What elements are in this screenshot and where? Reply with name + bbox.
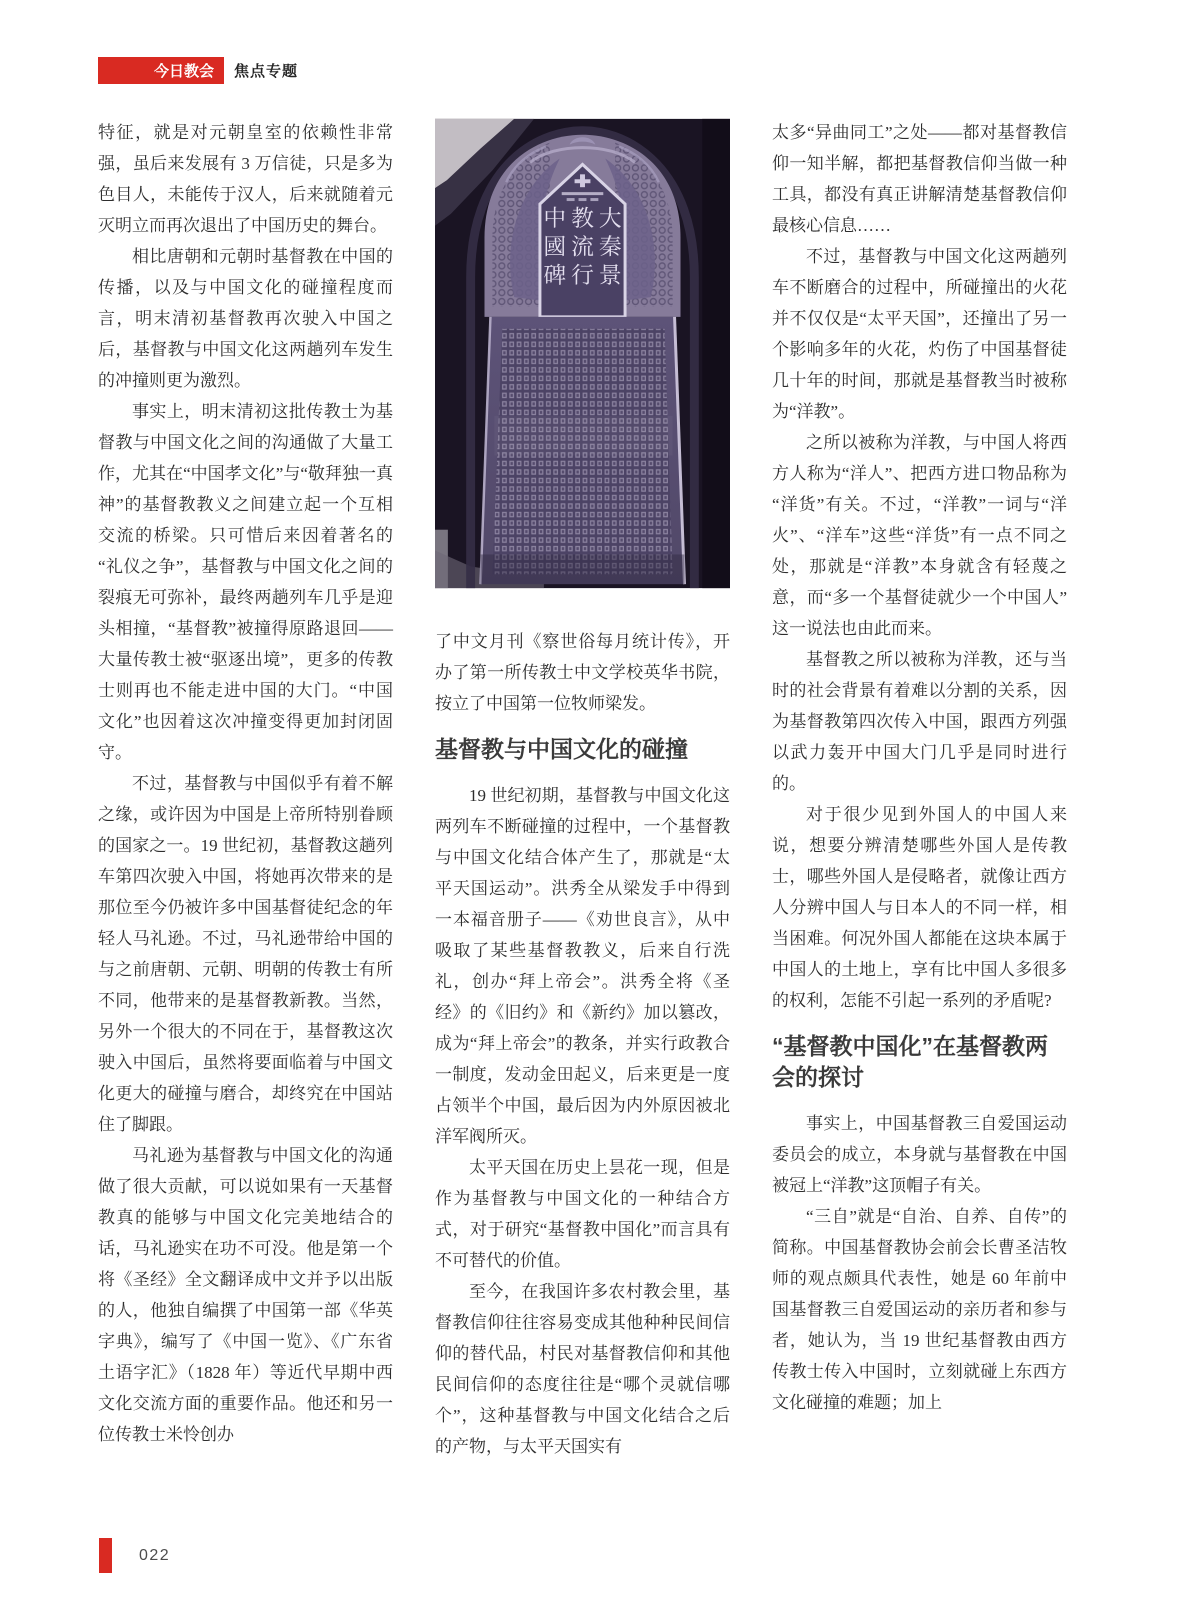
stele-title-char: 中 — [543, 205, 567, 231]
paragraph: 不过，基督教与中国似乎有着不解之缘，或许因为中国是上帝所特别眷顾的国家之一。19 世纪初，基督教这趟列车第四次驶入中国，将她再次带来的是那位至今仍被许多中国基督徒纪念的年轻人马礼逊。不过，马礼逊带给中国的与之前唐朝、元朝、明朝的传教士有所不同，他带来的是基督教新教。当然，另外一个很大的不同在于，基督教这次驶入中国后，虽然将要面临着与中国文化更大的碰撞与磨合，却终究在中国站住了脚跟。 — [98, 774, 393, 1134]
stele-title-char: 碑 — [543, 263, 567, 289]
column-2 — [435, 117, 730, 1462]
paragraph: 太平天国在历史上昙花一现，但是作为基督教与中国文化的一种结合方式，对于研究“基督教中国化”而言具有不可替代的价值。 — [435, 1158, 730, 1270]
brand-label: 今日教会 — [153, 63, 214, 80]
stele-title-char: 流 — [571, 234, 594, 260]
article-columns — [98, 117, 1067, 1462]
paragraph: 了中文月刊《察世俗每月统计传》，开办了第一所传教士中文学校英华书院，按立了中国第一位牧师梁发。 — [435, 632, 730, 713]
stele-title-char: 景 — [598, 263, 622, 289]
paragraph: “三自”就是“自治、自养、自传”的简称。中国基督教协会前会长曹圣洁牧师的观点颇具代表性，她是 60 年前中国基督教三自爱国运动的亲历者和参与者，她认为，当 19 世纪基督教由西方传教士传入中国时，立刻就碰上东西方文化碰撞的难题；加上 — [772, 1207, 1067, 1412]
nestorian-stele-image — [435, 118, 730, 589]
paragraph: 之所以被称为洋教，与中国人将西方人称为“洋人”、把西方进口物品称为“洋货”有关。不过，“洋教”一词与“洋火”、“洋车”这些“洋货”有一点不同之处，那就是“洋教”本身就含有轻蔑之意，而“多一个基督徒就少一个中国人”这一说法也由此而来。 — [772, 433, 1067, 638]
paragraph: 不过，基督教与中国文化这两趟列车不断磨合的过程中，所碰撞出的火花并不仅仅是“太平天国”，还撞出了另一个影响多年的火花，灼伤了中国基督徒几十年的时间，那就是基督教当时被称为“洋教”。 — [772, 247, 1067, 421]
stele-photo — [435, 118, 730, 589]
brand-red-box — [98, 57, 224, 84]
page-footer — [99, 1538, 170, 1573]
stele-inscription-body — [481, 317, 685, 584]
section-label: 焦点专题 — [234, 63, 299, 80]
paragraph: 至今，在我国许多农村教会里，基督教信仰往往容易变成其他种种民间信仰的替代品，村民对基督教信仰和其他民间信仰的态度往往是“哪个灵就信哪个”，这种基督教与中国文化结合之后的产物，与太平天国实有 — [435, 1282, 730, 1456]
page-number: 022 — [139, 1546, 171, 1564]
paragraph: 马礼逊为基督教与中国文化的沟通做了很大贡献，可以说如果有一天基督教真的能够与中国文化完美地结合的话，马礼逊实在功不可没。他是第一个将《圣经》全文翻译成中文并予以出版的人，他独自编撰了中国第一部《华英字典》，编写了《中国一览》、《广东省土语字汇》（1828 年）等近代早期中西文化交流方面的重要作品。他还和另一位传教士米怜创办 — [98, 1146, 393, 1444]
section-heading: “基督教中国化”在基督教两会的探讨 — [772, 1033, 1048, 1090]
paragraph: 特征，就是对元朝皇室的依赖性非常强，虽后来发展有 3 万信徒，只是多为色目人，未能传于汉人，后来就随着元灭明立而再次退出了中国历史的舞台。 — [98, 123, 393, 235]
paragraph: 事实上，中国基督教三自爱国运动委员会的成立，本身就与基督教在中国被冠上“洋教”这顶帽子有关。 — [772, 1114, 1067, 1195]
stele-title-char: 行 — [571, 263, 594, 289]
paragraph: 太多“异曲同工”之处——都对基督教信仰一知半解，都把基督教信仰当做一种工具，都没有真正讲解清楚基督教信仰最核心信息…… — [772, 123, 1067, 235]
column-3 — [772, 117, 1067, 1462]
section-heading: 基督教与中国文化的碰撞 — [435, 736, 688, 762]
column-2-text — [435, 626, 730, 1462]
stele-title-char: 國 — [543, 234, 567, 260]
column-1 — [98, 117, 393, 1462]
stele-title-char: 大 — [598, 205, 622, 231]
paragraph: 基督教之所以被称为洋教，还与当时的社会背景有着难以分割的关系，因为基督教第四次传入中国，跟西方列强以武力轰开中国大门几乎是同时进行的。 — [772, 650, 1067, 793]
paragraph: 相比唐朝和元朝时基督教在中国的传播，以及与中国文化的碰撞程度而言，明末清初基督教再次驶入中国之后，基督教与中国文化这两趟列车发生的冲撞则更为激烈。 — [98, 247, 393, 390]
paragraph: 对于很少见到外国人的中国人来说，想要分辨清楚哪些外国人是传教士，哪些外国人是侵略者，就像让西方人分辨中国人与日本人的不同一样，相当困难。何况外国人都能在这块本属于中国人的土地上，享有比中国人多很多的权利，怎能不引起一系列的矛盾呢? — [772, 805, 1067, 1010]
stele-title-char: 教 — [571, 205, 594, 231]
page-header — [98, 57, 298, 84]
stele-title-char: 秦 — [598, 234, 622, 260]
paragraph: 19 世纪初期，基督教与中国文化这两列车不断碰撞的过程中，一个基督教与中国文化结合体产生了，那就是“太平天国运动”。洪秀全从梁发手中得到一本福音册子——《劝世良言》，从中吸取了某些基督教教义，后来自行洗礼，创办“拜上帝会”。洪秀全将《圣经》的《旧约》和《新约》加以篡改，成为“拜上帝会”的教条，并实行政教合一制度，发动金田起义，后来更是一度占领半个中国，最后因为内外原因被北洋军阀所灭。 — [435, 786, 730, 1146]
footer-red-bar — [99, 1538, 112, 1573]
paragraph: 事实上，明末清初这批传教士为基督教与中国文化之间的沟通做了大量工作，尤其在“中国孝文化”与“敬拜独一真神”的基督教教义之间建立起一个互相交流的桥梁。只可惜后来因着著名的“礼仪之争”，基督教与中国文化之间的裂痕无可弥补，最终两趟列车几乎是迎头相撞，“基督教”被撞得原路退回——大量传教士被“驱逐出境”，更多的传教士则再也不能走进中国的大门。“中国文化”也因着这次冲撞变得更加封闭固守。 — [98, 402, 393, 762]
stele-title-chars — [543, 206, 621, 288]
